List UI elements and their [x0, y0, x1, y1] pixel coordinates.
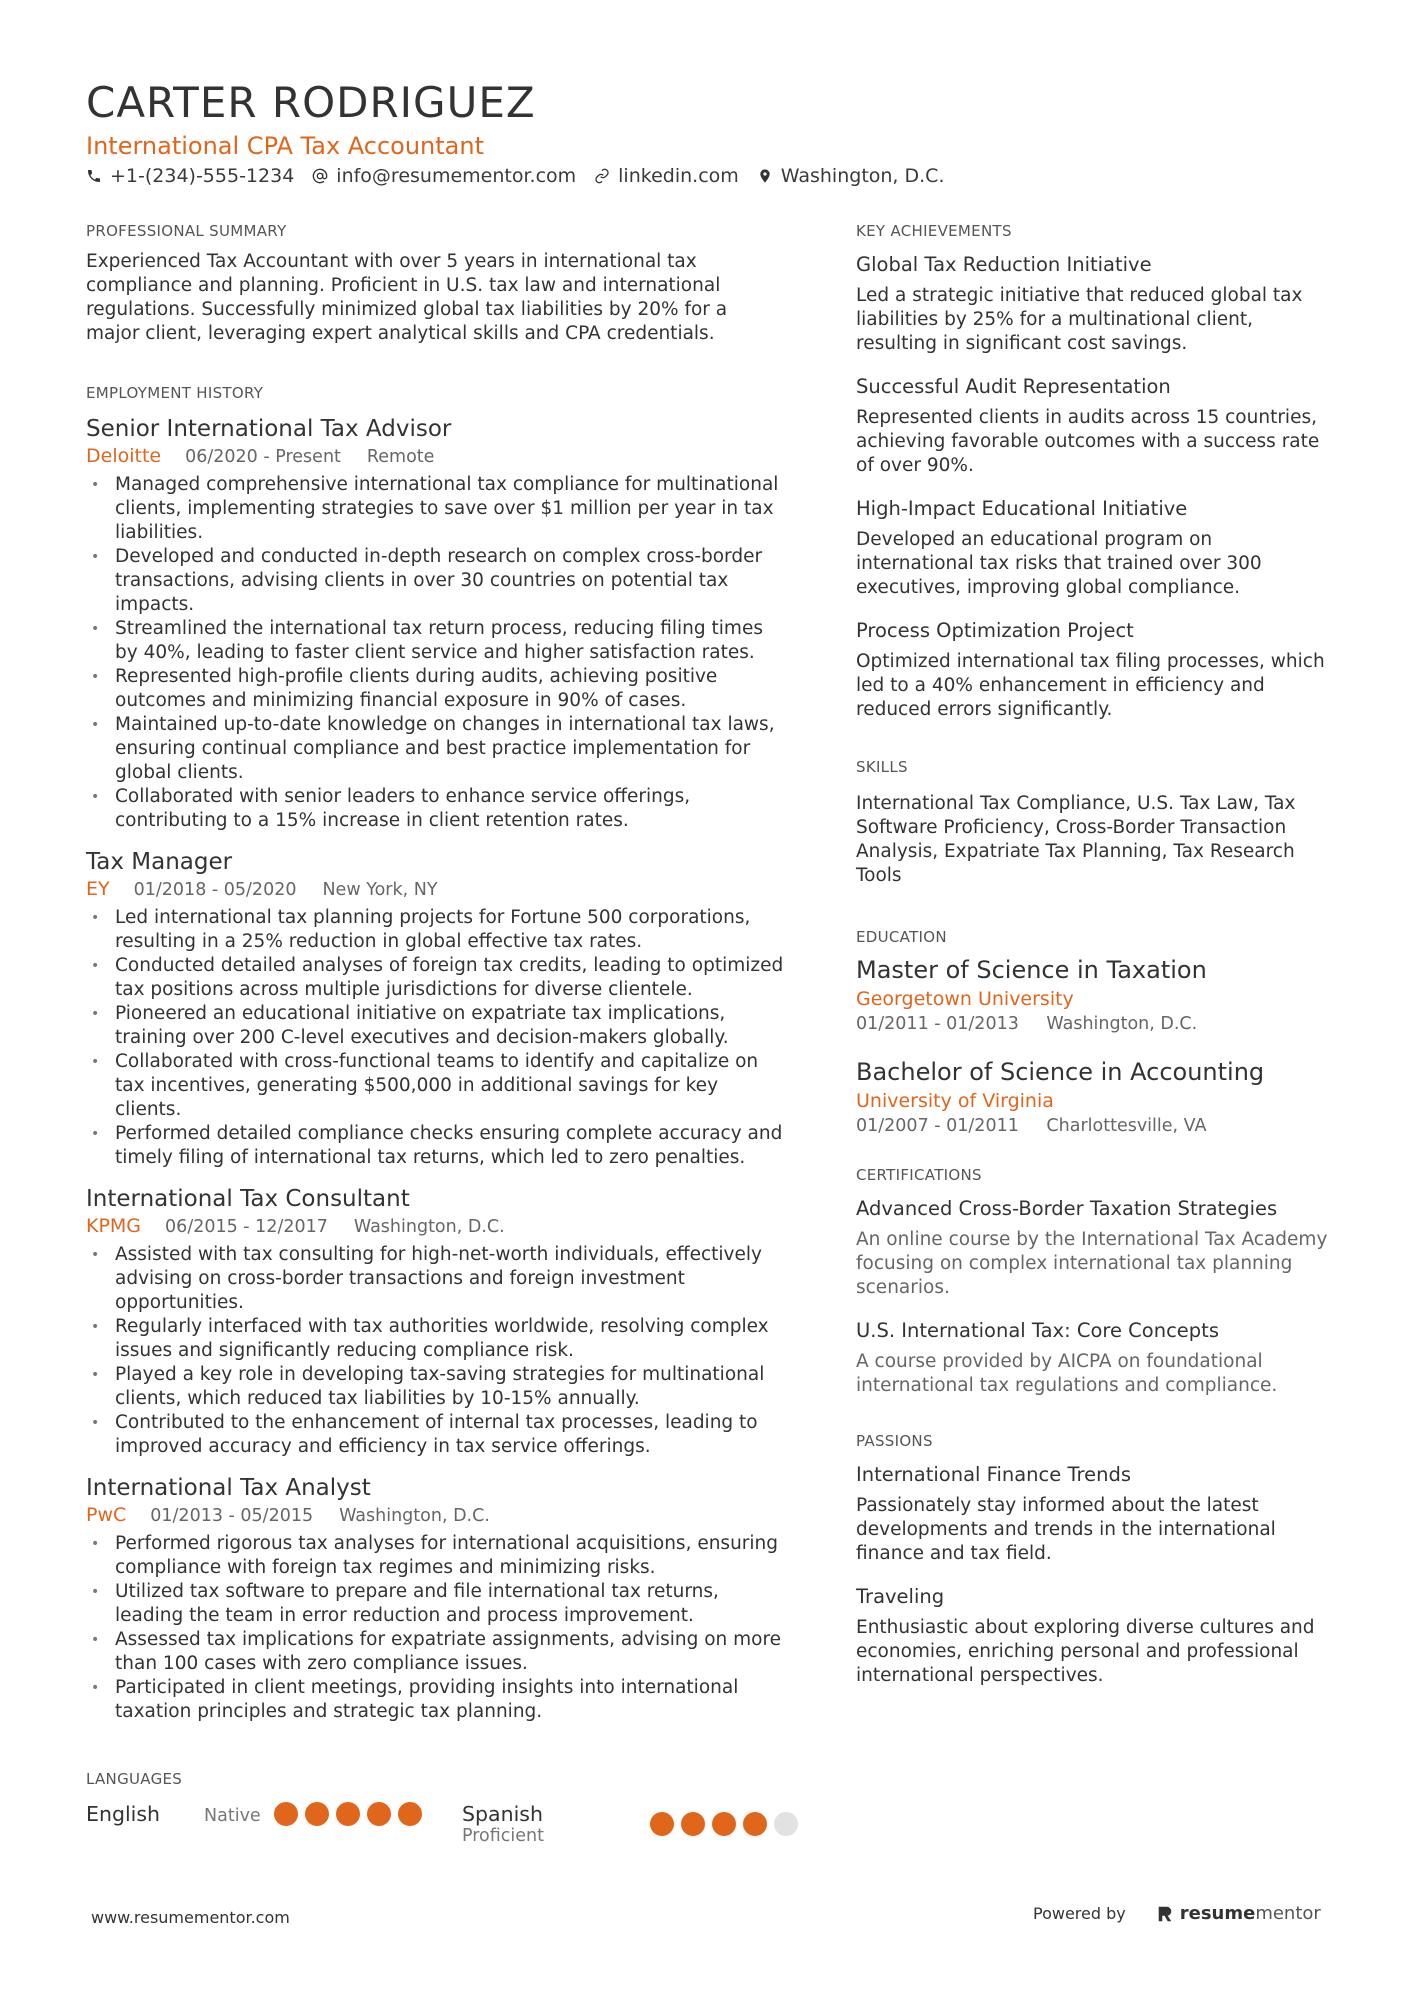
job-title: International Tax Consultant	[86, 1186, 410, 1212]
summary-text: Experienced Tax Accountant with over 5 years in international tax compliance and planning. Proficient in U.S. tax law and international regulations. Successfully minimized global tax liabilities by 20% for a major client, leveraging expert analytical skills and CPA credentials.	[86, 251, 728, 344]
job-company: PwC	[86, 1504, 127, 1526]
footer-website[interactable]: www.resumementor.com	[91, 1908, 290, 1927]
job-meta	[86, 1214, 786, 1239]
education-section	[856, 928, 1331, 1138]
education-degree: Master of Science in Taxation	[856, 956, 1207, 984]
bullet-item: • Collaborated with cross-functional teams to identify and capitalize on tax incentives, generating $500,000 in additional savings for key clients.	[86, 1050, 786, 1122]
bullet-item: • Contributed to the enhancement of internal tax processes, leading to improved accuracy and efficiency in tax service offerings.	[86, 1411, 786, 1459]
bullet-item: • Represented high-profile clients during audits, achieving positive outcomes and minimizing financial exposure in 90% of cases.	[86, 665, 786, 713]
bullet-item: • Performed rigorous tax analyses for international acquisitions, ensuring compliance with foreign tax regimes and minimizing risks.	[86, 1532, 786, 1580]
skills-section	[856, 758, 1331, 888]
job-entry	[86, 414, 786, 833]
employment-section	[86, 384, 786, 1724]
section-title: KEY ACHIEVEMENTS	[856, 222, 1012, 240]
rating-dot-filled	[398, 1802, 422, 1826]
job-location: Washington, D.C.	[339, 1506, 490, 1526]
achievement-desc: Led a strategic initiative that reduced global tax liabilities by 25% for a multinational client, resulting in significant cost savings.	[856, 285, 1303, 354]
brand-light: mentor	[1255, 1903, 1321, 1924]
brand-logo[interactable]	[1156, 1903, 1321, 1924]
job-entry	[86, 847, 786, 1170]
education-meta	[856, 1012, 1331, 1036]
language-item	[462, 1802, 544, 1846]
passion-item	[856, 1462, 1331, 1566]
contact-phone: +1-(234)-555-1234	[86, 165, 294, 187]
rating-dot-empty	[774, 1812, 798, 1836]
job-dates: 06/2015 - 12/2017	[165, 1217, 328, 1237]
bullet-item: • Assisted with tax consulting for high-net-worth individuals, effectively advising on cross-border transactions and foreign investment opportunities.	[86, 1243, 786, 1315]
achievement-item	[856, 618, 1331, 722]
job-company: Deloitte	[86, 445, 162, 467]
job-entry	[86, 1473, 786, 1724]
passion-title: International Finance Trends	[856, 1463, 1131, 1486]
certifications-section	[856, 1166, 1331, 1398]
bullet-item: • Maintained up-to-date knowledge on changes in international tax laws, ensuring continual compliance and best practice implementation for global clients.	[86, 713, 786, 785]
bullet-item: • Assessed tax implications for expatriate assignments, advising on more than 100 cases with zero compliance issues.	[86, 1628, 786, 1676]
job-dates: 01/2018 - 05/2020	[133, 880, 297, 900]
job-meta	[86, 1503, 786, 1528]
job-dates: 06/2020 - Present	[185, 447, 341, 467]
bullet-item: • Regularly interfaced with tax authorities worldwide, resolving complex issues and significantly reducing compliance risk.	[86, 1315, 786, 1363]
job-location: Remote	[366, 447, 435, 467]
job-entry	[86, 1184, 786, 1459]
job-title: Senior International Tax Advisor	[86, 416, 452, 442]
contact-location: Washington, D.C.	[757, 165, 945, 187]
bullet-item: • Utilized tax software to prepare and file international tax returns, leading the team in error reduction and process improvement.	[86, 1580, 786, 1628]
language-rating	[650, 1812, 805, 1836]
job-bullets	[86, 1532, 786, 1724]
certification-item	[856, 1318, 1331, 1398]
candidate-role: International CPA Tax Accountant	[86, 132, 485, 160]
job-title: Tax Manager	[86, 849, 233, 875]
certification-title: Advanced Cross-Border Taxation Strategies	[856, 1197, 1278, 1220]
passions-section	[856, 1432, 1331, 1688]
link-icon	[594, 168, 610, 184]
certification-item	[856, 1196, 1331, 1300]
education-item	[856, 954, 1331, 1036]
education-school: Georgetown University	[856, 988, 1074, 1010]
language-level: Proficient	[462, 1826, 544, 1846]
language-name: English	[86, 1802, 161, 1826]
contact-email[interactable]: info@resumementor.com	[312, 165, 576, 187]
job-bullets	[86, 473, 786, 833]
job-location: Washington, D.C.	[353, 1217, 505, 1237]
education-location: Washington, D.C.	[1046, 1014, 1198, 1034]
certification-desc: An online course by the International Tax Academy focusing on complex international tax planning scenarios.	[856, 1229, 1328, 1298]
rating-dot-filled	[367, 1802, 391, 1826]
certification-desc: A course provided by AICPA on foundational international tax regulations and compliance.	[856, 1351, 1278, 1396]
job-company: EY	[86, 878, 110, 900]
education-location: Charlottesville, VA	[1046, 1116, 1207, 1136]
education-degree: Bachelor of Science in Accounting	[856, 1058, 1265, 1086]
footer-branding	[1033, 1903, 1321, 1924]
phone-icon	[86, 168, 102, 184]
summary-section	[86, 222, 786, 346]
achievement-title: Successful Audit Representation	[856, 375, 1171, 398]
bullet-item: • Managed comprehensive international tax compliance for multinational clients, implementing strategies to save over $1 million per year in tax liabilities.	[86, 473, 786, 545]
section-title: LANGUAGES	[86, 1770, 183, 1788]
achievement-item	[856, 496, 1331, 600]
achievement-desc: Represented clients in audits across 15 countries, achieving favorable outcomes with a success rate of over 90%.	[856, 407, 1320, 476]
at-icon	[312, 168, 328, 184]
rating-dot-filled	[681, 1812, 705, 1836]
section-title: PASSIONS	[856, 1432, 933, 1450]
job-meta	[86, 444, 786, 469]
rating-dot-filled	[650, 1812, 674, 1836]
section-title: EMPLOYMENT HISTORY	[86, 384, 264, 402]
achievement-item	[856, 252, 1331, 356]
education-meta	[856, 1114, 1331, 1138]
rating-dot-filled	[274, 1802, 298, 1826]
contact-bar	[86, 165, 963, 187]
certification-title: U.S. International Tax: Core Concepts	[856, 1319, 1219, 1342]
resumementor-logo-icon	[1156, 1905, 1174, 1923]
bullet-item: • Conducted detailed analyses of foreign tax credits, leading to optimized tax positions across multiple jurisdictions for diverse clientele.	[86, 954, 786, 1002]
rating-dot-filled	[305, 1802, 329, 1826]
left-column	[86, 222, 786, 1738]
bullet-item: • Collaborated with senior leaders to enhance service offerings, contributing to a 15% increase in client retention rates.	[86, 785, 786, 833]
candidate-name: CARTER RODRIGUEZ	[86, 78, 536, 127]
education-dates: 01/2011 - 01/2013	[856, 1014, 1019, 1034]
job-location: New York, NY	[322, 880, 438, 900]
rating-dot-filled	[712, 1812, 736, 1836]
passion-item	[856, 1584, 1331, 1688]
section-title: CERTIFICATIONS	[856, 1166, 982, 1184]
achievement-desc: Developed an educational program on international tax risks that trained over 300 executives, improving global compliance.	[856, 529, 1262, 598]
achievement-title: High-Impact Educational Initiative	[856, 497, 1188, 520]
rating-dot-filled	[743, 1812, 767, 1836]
passion-desc: Enthusiastic about exploring diverse cultures and economies, enriching personal and professional international perspectives.	[856, 1617, 1315, 1686]
language-item	[86, 1802, 261, 1826]
section-title: EDUCATION	[856, 928, 947, 946]
right-column	[856, 222, 1331, 1706]
location-pin-icon	[757, 168, 773, 184]
passion-title: Traveling	[856, 1585, 945, 1608]
job-dates: 01/2013 - 05/2015	[150, 1506, 314, 1526]
job-company: KPMG	[86, 1215, 142, 1237]
language-level: Native	[204, 1806, 261, 1826]
bullet-item: • Participated in client meetings, providing insights into international taxation principles and strategic tax planning.	[86, 1676, 786, 1724]
education-school: University of Virginia	[856, 1090, 1054, 1112]
bullet-item: • Performed detailed compliance checks ensuring complete accuracy and timely filing of international tax returns, which led to zero penalties.	[86, 1122, 786, 1170]
language-rating	[274, 1802, 429, 1826]
education-item	[856, 1056, 1331, 1138]
language-name: Spanish	[462, 1802, 543, 1826]
passion-desc: Passionately stay informed about the latest developments and trends in the international finance and tax field.	[856, 1495, 1276, 1564]
job-bullets	[86, 906, 786, 1170]
education-dates: 01/2007 - 01/2011	[856, 1116, 1019, 1136]
section-title: SKILLS	[856, 758, 908, 776]
job-bullets	[86, 1243, 786, 1459]
bullet-item: • Streamlined the international tax return process, reducing filing times by 40%, leading to faster client service and higher satisfaction rates.	[86, 617, 786, 665]
job-meta	[86, 877, 786, 902]
brand-bold: resume	[1179, 1903, 1256, 1924]
skills-text: International Tax Compliance, U.S. Tax Law, Tax Software Proficiency, Cross-Border Transaction Analysis, Expatriate Tax Planning, Tax Research Tools	[856, 793, 1296, 886]
powered-by-label: Powered by	[1033, 1904, 1126, 1923]
achievement-title: Process Optimization Project	[856, 619, 1134, 642]
bullet-item: • Pioneered an educational initiative on expatriate tax implications, training over 200 C-level executives and decision-makers globally.	[86, 1002, 786, 1050]
bullet-item: • Led international tax planning projects for Fortune 500 corporations, resulting in a 25% reduction in global effective tax rates.	[86, 906, 786, 954]
contact-linkedin[interactable]: linkedin.com	[594, 165, 739, 187]
bullet-item: • Played a key role in developing tax-saving strategies for multinational clients, which reduced tax liabilities by 10-15% annually.	[86, 1363, 786, 1411]
achievement-item	[856, 374, 1331, 478]
achievement-desc: Optimized international tax filing processes, which led to a 40% enhancement in efficiency and reduced errors significantly.	[856, 651, 1325, 720]
achievement-title: Global Tax Reduction Initiative	[856, 253, 1152, 276]
job-title: International Tax Analyst	[86, 1475, 371, 1501]
languages-section	[86, 1770, 806, 1872]
section-title: PROFESSIONAL SUMMARY	[86, 222, 287, 240]
rating-dot-filled	[336, 1802, 360, 1826]
languages-row	[86, 1802, 806, 1872]
bullet-item: • Developed and conducted in-depth research on complex cross-border transactions, advising clients in over 30 countries on potential tax impacts.	[86, 545, 786, 617]
achievements-section	[856, 222, 1331, 722]
